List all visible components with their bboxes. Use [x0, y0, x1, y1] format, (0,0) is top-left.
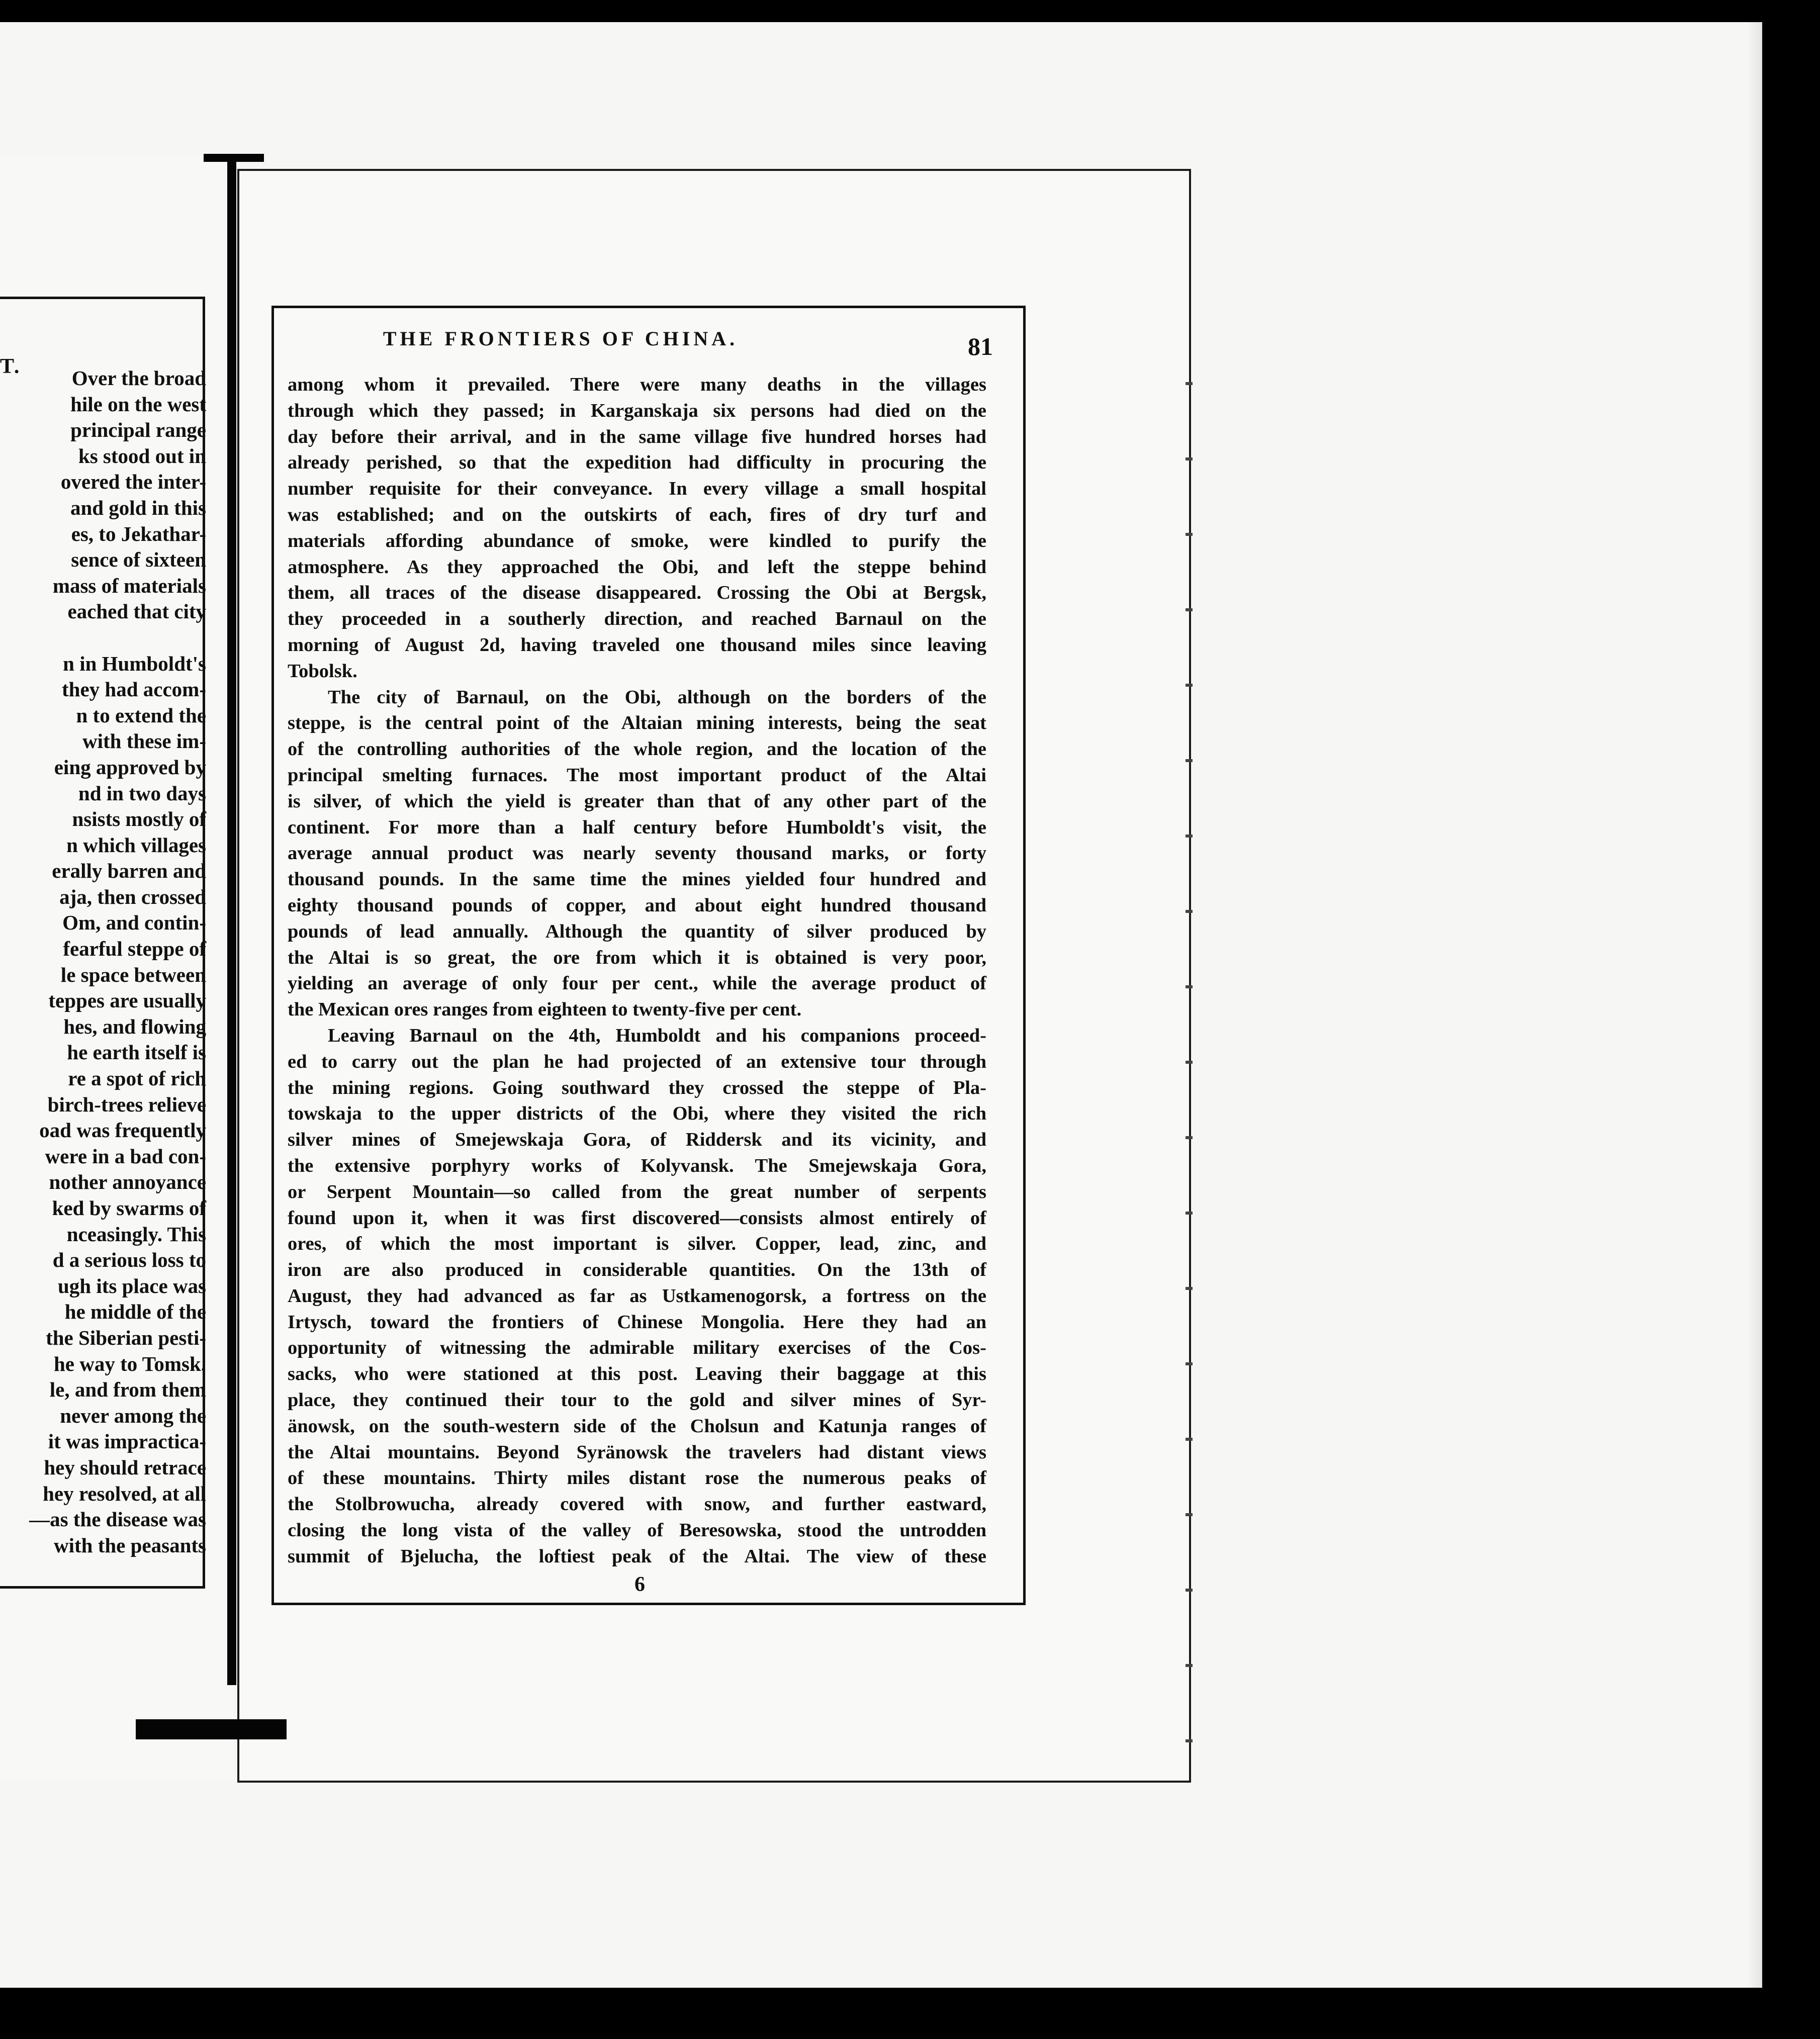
left-running-head: T. — [0, 355, 21, 378]
body-text-line: yielding an average of only four per cent., while the average product of — [288, 973, 986, 994]
left-page-line: he earth itself is — [67, 1041, 206, 1064]
left-page-line: ked by swarms of — [52, 1196, 206, 1220]
left-page-line: fearful steppe of — [63, 937, 206, 961]
left-page-line: ks stood out in — [78, 444, 206, 468]
body-text-line: the mining regions. Going southward they crossed the steppe of Pla- — [288, 1077, 986, 1098]
left-page-line: —as the disease was — [29, 1508, 206, 1531]
body-text-line: Irtysch, toward the frontiers of Chinese Mongolia. Here they had an — [288, 1311, 986, 1333]
body-text-line: place, they continued their tour to the gold and silver mines of Syr- — [288, 1389, 986, 1411]
left-page-line: he middle of the — [64, 1300, 206, 1324]
body-text-line: continent. For more than a half century before Humboldt's visit, the — [288, 816, 986, 838]
left-page-line: nceasingly. This — [66, 1222, 206, 1246]
paper-edge-shadow — [1747, 22, 1762, 1988]
body-text-line: Leaving Barnaul on the 4th, Humboldt and his companions proceed- — [328, 1025, 986, 1046]
body-text-line: silver mines of Smejewskaja Gora, of Riddersk and its vicinity, and — [288, 1129, 986, 1151]
left-page-line: birch-trees relieve — [47, 1092, 206, 1116]
left-page-line: it was impractica- — [48, 1430, 206, 1453]
left-page-line: sence of sixteen — [71, 548, 206, 572]
body-text-line: already perished, so that the expedition had difficulty in procuring the — [288, 452, 986, 474]
body-text-line: atmosphere. As they approached the Obi, and left the steppe behind — [288, 556, 986, 578]
body-text-line: of the controlling authorities of the whole region, and the location of the — [288, 738, 986, 760]
body-text-line: steppe, is the central point of the Altaian mining interests, being the seat — [288, 712, 986, 734]
body-text-line: was established; and on the outskirts of each, fires of dry turf and — [288, 504, 986, 525]
left-page-line: ugh its place was — [57, 1274, 206, 1297]
signature-mark: 6 — [634, 1573, 645, 1596]
left-page-line: oad was frequently — [39, 1119, 206, 1142]
body-text-line: day before their arrival, and in the same village five hundred horses had — [288, 426, 986, 447]
page-edge-marks — [1186, 352, 1193, 1790]
left-page-line: le, and from them — [49, 1378, 206, 1402]
body-text-line: August, they had advanced as far as Ustkamenogorsk, a fortress on the — [288, 1285, 986, 1307]
body-text-line: sacks, who were stationed at this post. Leaving their baggage at this — [288, 1363, 986, 1385]
body-text-line: iron are also produced in considerable quantities. On the 13th of — [288, 1259, 986, 1281]
body-text-line: the Altai mountains. Beyond Syränowsk the travelers had distant views — [288, 1441, 986, 1463]
body-text-line: summit of Bjelucha, the loftiest peak of the Altai. The view of these — [288, 1545, 986, 1567]
book-spine — [227, 157, 236, 1685]
left-page-line: le space between — [60, 963, 206, 986]
left-page-line: and gold in this — [70, 496, 206, 519]
left-page-line: hey resolved, at all — [43, 1481, 206, 1505]
body-text-line: Tobolsk. — [288, 660, 357, 682]
left-page-line: hey should retrace — [44, 1455, 206, 1479]
left-page-line: mass of materials — [52, 574, 206, 597]
body-text-line: number requisite for their conveyance. In every village a small hospital — [288, 478, 986, 500]
left-page-body — [0, 365, 206, 1558]
body-text-line: closing the long vista of the valley of Beresowska, stood the untrodden — [288, 1520, 986, 1541]
left-page-line: hile on the west — [70, 392, 206, 416]
body-text-line: pounds of lead annually. Although the quantity of silver produced by — [288, 920, 986, 942]
spine-top-cap — [204, 154, 264, 162]
body-text-line: of these mountains. Thirty miles distant rose the numerous peaks of — [288, 1467, 986, 1489]
left-page-line: with these im- — [82, 729, 206, 753]
left-page-line: aja, then crossed — [59, 885, 206, 908]
body-text-line: materials affording abundance of smoke, were kindled to purify the — [288, 530, 986, 551]
left-page-line: d a serious loss to — [52, 1248, 206, 1272]
body-text-line: the Altai is so great, the ore from which it is obtained is very poor, — [288, 947, 986, 968]
left-page-line: nd in two days — [78, 781, 206, 805]
body-text-line: is silver, of which the yield is greater than that of any other part of the — [288, 790, 986, 812]
left-page-line: overed the inter- — [60, 470, 206, 494]
body-text-line: morning of August 2d, having traveled one thousand miles since leaving — [288, 634, 986, 656]
body-text-line: thousand pounds. In the same time the mines yielded four hundred and — [288, 869, 986, 890]
body-text-line: änowsk, on the south-western side of the Cholsun and Katunja ranges of — [288, 1415, 986, 1437]
body-text-line: found upon it, when it was first discovered—consists almost entirely of — [288, 1207, 986, 1229]
left-page-line: Over the broad — [71, 366, 206, 390]
spine-bottom-bar — [136, 1719, 287, 1739]
body-text-line: or Serpent Mountain—so called from the great number of serpents — [288, 1181, 986, 1202]
left-page-line: hes, and flowing — [63, 1014, 206, 1038]
body-text-line: ores, of which the most important is silver. Copper, lead, zinc, and — [288, 1233, 986, 1255]
body-text-line: among whom it prevailed. There were many deaths in the villages — [288, 374, 986, 395]
body-text-line: the Stolbrowucha, already covered with snow, and further eastward, — [288, 1494, 986, 1515]
body-text-line: the extensive porphyry works of Kolyvansk. The Smejewskaja Gora, — [288, 1155, 986, 1176]
left-page-line: n to extend the — [76, 703, 206, 727]
left-page-line: eing approved by — [54, 755, 206, 779]
left-page-line: the Siberian pesti- — [46, 1326, 206, 1349]
left-page-line: never among the — [60, 1404, 206, 1427]
left-page-line: with the peasants — [54, 1533, 206, 1557]
left-page-line: teppes are usually — [48, 989, 206, 1012]
left-page-line: were in a bad con- — [45, 1144, 206, 1168]
body-text-line: The city of Barnaul, on the Obi, although on the borders of the — [328, 686, 986, 708]
body-text-line: opportunity of witnessing the admirable military exercises of the Cos- — [288, 1337, 986, 1359]
right-page-body — [288, 372, 986, 1570]
body-text-line: eighty thousand pounds of copper, and about eight hundred thousand — [288, 894, 986, 916]
body-text-line: through which they passed; in Karganskaja six persons had died on the — [288, 400, 986, 421]
left-page-line: eached that city — [67, 600, 206, 623]
left-page-line — [0, 625, 206, 651]
running-head: THE FRONTIERS OF CHINA. — [383, 327, 739, 350]
page-number: 81 — [968, 332, 993, 360]
body-text-line: towskaja to the upper districts of the Obi, where they visited the rich — [288, 1103, 986, 1125]
left-page-line: he way to Tomsk. — [53, 1352, 206, 1375]
left-page-line: they had accom- — [62, 678, 206, 701]
body-text-line: the Mexican ores ranges from eighteen to twenty-five per cent. — [288, 999, 802, 1021]
body-text-line: average annual product was nearly seventy thousand marks, or forty — [288, 843, 986, 864]
body-text-line: them, all traces of the disease disappeared. Crossing the Obi at Bergsk, — [288, 582, 986, 604]
left-page-line: re a spot of rich — [68, 1067, 206, 1090]
body-text-line: principal smelting furnaces. The most important product of the Altai — [288, 764, 986, 786]
left-page-line: Om, and contin- — [62, 911, 206, 935]
left-page-line: es, to Jekathar- — [71, 522, 206, 545]
left-page-line: n which villages — [66, 833, 206, 857]
left-page-line: erally barren and — [52, 859, 206, 883]
left-page-line: principal range — [70, 418, 206, 442]
left-page-line: n in Humboldt's — [63, 652, 206, 675]
left-page-line: nother annoyance — [49, 1170, 206, 1194]
left-page-line: nsists mostly of — [72, 807, 206, 831]
body-text-line: ed to carry out the plan he had projected of an extensive tour through — [288, 1051, 986, 1072]
body-text-line: they proceeded in a southerly direction, and reached Barnaul on the — [288, 608, 986, 630]
